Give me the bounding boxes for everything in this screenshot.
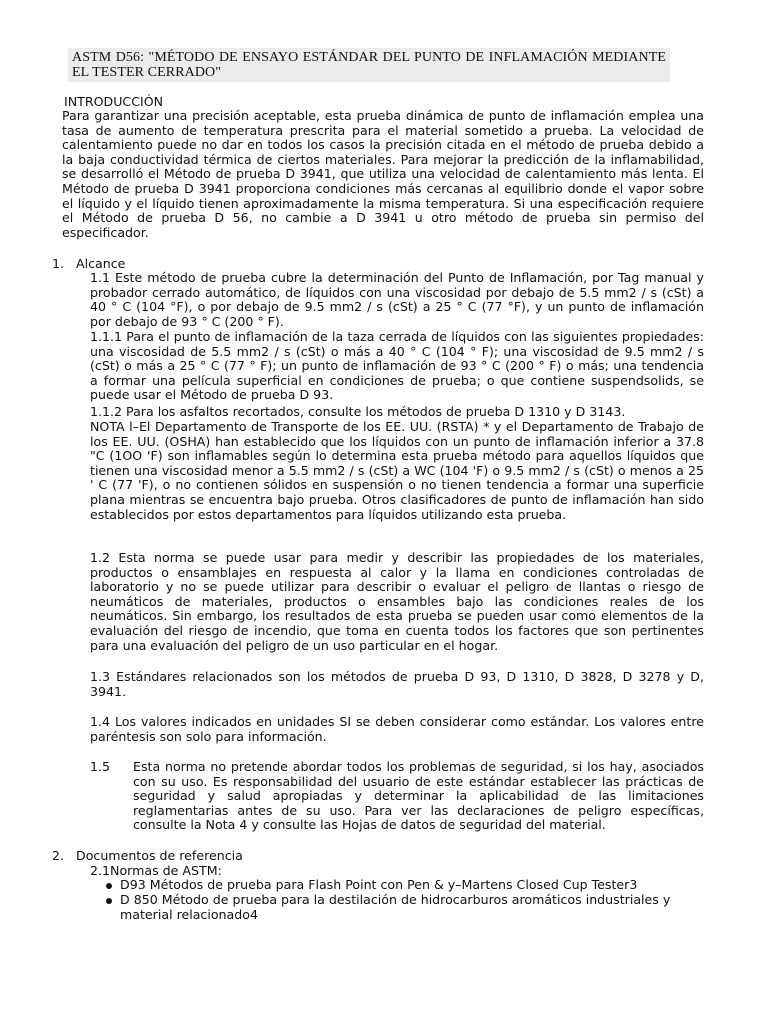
paragraph-1-2: 1.2 Esta norma se puede usar para medir y describir las propiedades de los materiales, productos o ensamblajes en respuesta al calor y la llama en condiciones controladas de laboratorio y no se puede utilizar para describir o evaluar el peligro de llantas o riesgo de neumáticos de materiales, productos o ensambles bajo las condiciones reales de los neumáticos. Sin embargo, los resultados de esta prueba se pueden usar como elementos de la evaluación del riesgo de incendio, que toma en cuenta todos los factores que son pertinentes para una evaluación del peligro de un uso particular en el hogar. xyxy=(90,550,704,653)
list-item-text: D 850 Método de prueba para la destilación de hidrocarburos aromáticos industriales y material relacionado4 xyxy=(120,892,671,922)
paragraph-1-1: 1.1 Este método de prueba cubre la determinación del Punto de Inflamación, por Tag manual y probador cerrado automático, de líquidos con una viscosidad por debajo de 5.5 mm2 / s (cSt) a 40 ° C (104 °F), o por debajo de 9.5 mm2 / s (cSt) a 25 ° C (77 °F), y un punto de inflamación por debajo de 93 ° C (200 ° F). xyxy=(90,270,704,329)
paragraph-1-1-1: 1.1.1 Para el punto de inflamación de la taza cerrada de líquidos con las siguientes propiedades: una viscosidad de 5.5 mm2 / s (cSt) o más a 40 ° C (104 ° F); una viscosidad de 9.5 mm2 / s (cSt) o más a 25 ° C (77 ° F); un punto de inflamación de 93 ° C (200 ° F) o más; una tendencia a formar una película superficial en condiciones de prueba; o que contiene suspendsolids, se puede usar el Método de prueba D 93. xyxy=(90,329,704,403)
list-item xyxy=(90,893,704,922)
section-2-number: 2. xyxy=(52,848,65,863)
section-2-title: Documentos de referencia xyxy=(76,848,243,863)
paragraph-1-4: 1.4 Los valores indicados en unidades SI se deben considerar como estándar. Los valores entre paréntesis son solo para información. xyxy=(90,714,704,744)
paragraph-1-5-text: Esta norma no pretende abordar todos los problemas de seguridad, si los hay, asociados con su uso. Es responsabilidad del usuario de este estándar establecer las prácticas de seguridad y salud apropiadas y determinar la aplicabilidad de las limitaciones reglamentarias antes de su uso. Para ver las declaraciones de peligro específicas, consulte la Nota 4 y consulte las Hojas de datos de seguridad del material. xyxy=(133,759,704,833)
intro-heading: INTRODUCCIÓN xyxy=(64,94,164,109)
section-2-heading xyxy=(52,849,243,864)
subsection-2-1: 2.1Normas de ASTM: xyxy=(90,863,222,878)
paragraph-1-5-number: 1.5 xyxy=(90,759,111,774)
list-item xyxy=(90,878,704,893)
section-1-title: Alcance xyxy=(76,256,126,271)
list-item-text: D93 Métodos de prueba para Flash Point con Pen & y–Martens Closed Cup Tester3 xyxy=(120,877,638,892)
note-1: NOTA l–El Departamento de Transporte de los EE. UU. (RSTA) * y el Departamento de Trabajo de los EE. UU. (OSHA) han establecido que los líquidos con un punto de inflamación inferior a 37.8 "C (1OO 'F) son inflamables según lo determina esta prueba método para aquellos líquidos que tienen una viscosidad menor a 5.5 mm2 / s (cSt) a WC (104 'F) o 9.5 mm2 / s (cSt) o menos a 25 ' C (77 'F), o no contienen sólidos en suspensión o no tienen tendencia a formar una superficie plana mientras se encuentra bajo prueba. Otros clasificadores de punto de inflamación han sido establecidos por estos departamentos para líquidos utilizando esta prueba. xyxy=(90,419,704,522)
paragraph-1-3: 1.3 Estándares relacionados son los métodos de prueba D 93, D 1310, D 3828, D 3278 y D, 3941. xyxy=(90,669,704,699)
reference-list xyxy=(90,878,704,922)
document-title: ASTM D56: "MÉTODO DE ENSAYO ESTÁNDAR DEL PUNTO DE INFLAMACIÓN MEDIANTE EL TESTER CERRADO" xyxy=(68,48,670,82)
bullet-icon xyxy=(106,883,112,889)
section-1-number: 1. xyxy=(52,256,65,271)
intro-paragraph: Para garantizar una precisión aceptable, esta prueba dinámica de punto de inflamación emplea una tasa de aumento de temperatura prescrita para el material sometido a prueba. La velocidad de calentamiento puede no dar en todos los casos la precisión citada en el método de prueba debido a la baja conductividad térmica de ciertos materiales. Para mejorar la predicción de la inflamabilidad, se desarrolló el Método de prueba D 3941, que utiliza una velocidad de calentamiento más lenta. El Método de prueba D 3941 proporciona condiciones más cercanas al equilibrio donde el vapor sobre el líquido y el líquido tienen aproximadamente la misma temperatura. Si una especificación requiere el Método de prueba D 56, no cambie a D 3941 u otro método de prueba sin permiso del especificador. xyxy=(62,108,704,240)
paragraph-1-1-2: 1.1.2 Para los asfaltos recortados, consulte los métodos de prueba D 1310 y D 3143. xyxy=(90,404,626,419)
